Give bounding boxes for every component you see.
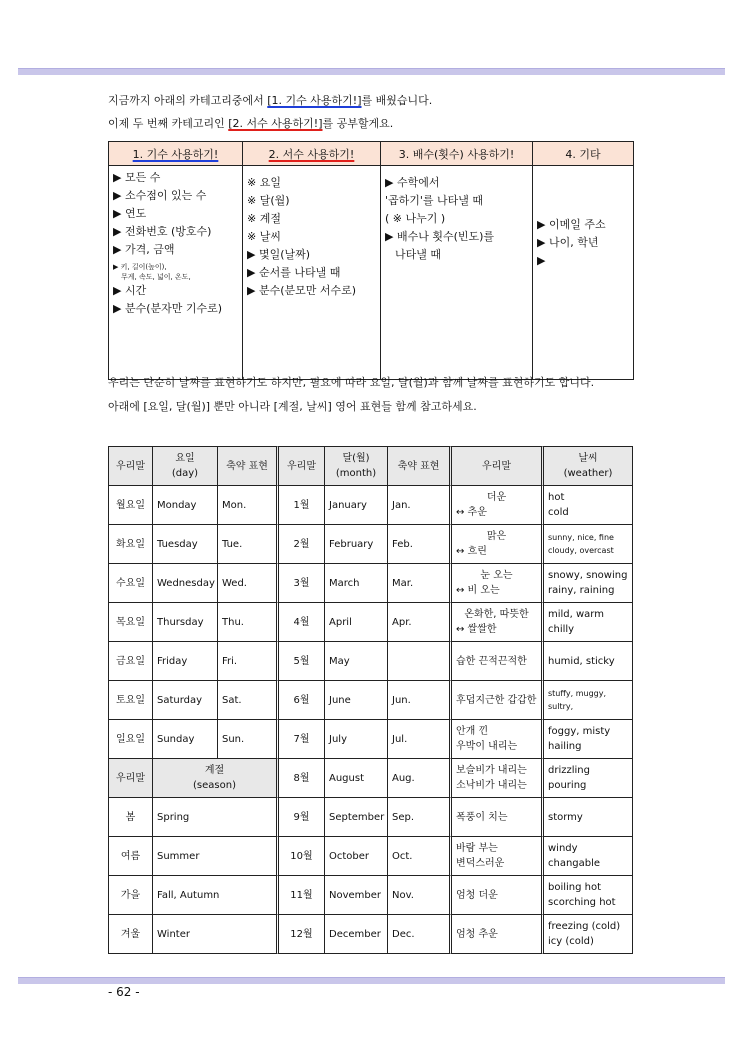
weather-korean: 온화한, 따뜻한 ↔ 쌀쌀한 <box>452 603 544 642</box>
month-korean: 9월 <box>279 798 325 837</box>
day-abbr: Sat. <box>218 681 279 720</box>
top-divider <box>18 68 725 75</box>
season-english: Fall, Autumn <box>153 876 279 915</box>
category-header-2: 2. 서수 사용하기! <box>243 142 381 166</box>
month-english: April <box>325 603 388 642</box>
day-korean: 토요일 <box>108 681 153 720</box>
weather-korean: 습한 끈적끈적한 <box>452 642 544 681</box>
explanation-line-1: 우리는 단순히 날짜를 표현하기도 하지만, 필요에 따라 요일, 달(월)과 함께 날짜를 표현하기도 합니다. <box>108 376 595 389</box>
weather-english: hot cold <box>544 486 633 525</box>
month-abbr: Dec. <box>388 915 452 954</box>
header-abbr-2: 축약 표현 <box>388 446 452 486</box>
day-english: Saturday <box>153 681 218 720</box>
season-korean: 봄 <box>108 798 153 837</box>
day-korean: 금요일 <box>108 642 153 681</box>
table-row <box>108 915 633 954</box>
bottom-divider <box>18 977 725 984</box>
weather-korean: 눈 오는 ↔ 비 오는 <box>452 564 544 603</box>
month-abbr: Feb. <box>388 525 452 564</box>
month-korean: 12월 <box>279 915 325 954</box>
header-month: 달(월) (month) <box>325 446 388 486</box>
day-abbr: Tue. <box>218 525 279 564</box>
table-row <box>108 837 633 876</box>
month-korean: 1월 <box>279 486 325 525</box>
season-header-korean: 우리말 <box>108 759 153 798</box>
weather-english: sunny, nice, fine cloudy, overcast <box>544 525 633 564</box>
weather-korean: 후덥지근한 갑갑한 <box>452 681 544 720</box>
day-abbr: Mon. <box>218 486 279 525</box>
month-korean: 10월 <box>279 837 325 876</box>
month-abbr: Jan. <box>388 486 452 525</box>
month-abbr: Mar. <box>388 564 452 603</box>
weather-korean: 더운 ↔ 추운 <box>452 486 544 525</box>
day-english: Monday <box>153 486 218 525</box>
month-abbr: Nov. <box>388 876 452 915</box>
month-abbr: Sep. <box>388 798 452 837</box>
month-english: January <box>325 486 388 525</box>
month-korean: 3월 <box>279 564 325 603</box>
weather-english: humid, sticky <box>544 642 633 681</box>
category-1-link: [1. 기수 사용하기!] <box>267 94 362 107</box>
season-korean: 겨울 <box>108 915 153 954</box>
intro-text: 를 공부할게요. <box>322 117 394 130</box>
intro-text: 이제 두 번째 카테고리인 <box>108 117 229 130</box>
table-row <box>108 681 633 720</box>
table-row <box>108 759 633 798</box>
month-english: February <box>325 525 388 564</box>
weather-korean: 보슬비가 내리는 소낙비가 내리는 <box>452 759 544 798</box>
month-abbr: Oct. <box>388 837 452 876</box>
weather-english: boiling hot scorching hot <box>544 876 633 915</box>
weather-korean: 엄청 추운 <box>452 915 544 954</box>
weather-korean: 엄청 더운 <box>452 876 544 915</box>
month-english: July <box>325 720 388 759</box>
month-english: December <box>325 915 388 954</box>
month-korean: 6월 <box>279 681 325 720</box>
intro-line-1 <box>108 92 432 108</box>
weather-english: drizzling pouring <box>544 759 633 798</box>
category-2-link: [2. 서수 사용하기!] <box>228 117 323 130</box>
table-row <box>108 720 633 759</box>
month-korean: 8월 <box>279 759 325 798</box>
month-english: August <box>325 759 388 798</box>
day-abbr: Thu. <box>218 603 279 642</box>
table-row <box>108 603 633 642</box>
month-abbr: Aug. <box>388 759 452 798</box>
category-header-3: 3. 배수(횟수) 사용하기! <box>381 142 533 166</box>
season-english: Winter <box>153 915 279 954</box>
table-row <box>108 876 633 915</box>
category-col-2: ※ 요일 ※ 달(월) ※ 계절 ※ 날씨 ▶ 몇일(날짜) ▶ 순서를 나타낼 때 ▶ 분수(분모만 서수로) <box>243 166 381 380</box>
day-english: Tuesday <box>153 525 218 564</box>
day-abbr: Sun. <box>218 720 279 759</box>
month-english: June <box>325 681 388 720</box>
category-table <box>108 141 634 380</box>
category-col-1: ▶ 모든 수 ▶ 소수점이 있는 수 ▶ 연도 ▶ 전화번호 (방호수) ▶ 가격, 금액 ▶ 키, 길이(높이), 무게, 속도, 넓이, 온도, ▶ 시간 ▶ 분수(분자만 기수로) <box>109 166 243 380</box>
month-korean: 5월 <box>279 642 325 681</box>
weather-english: windy changable <box>544 837 633 876</box>
weather-korean: 바람 부는 변덕스러운 <box>452 837 544 876</box>
season-header: 계절 (season) <box>153 759 279 798</box>
header-weather: 날씨 (weather) <box>544 446 633 486</box>
day-english: Friday <box>153 642 218 681</box>
day-korean: 수요일 <box>108 564 153 603</box>
weather-english: stormy <box>544 798 633 837</box>
day-english: Thursday <box>153 603 218 642</box>
weather-english: freezing (cold) icy (cold) <box>544 915 633 954</box>
day-english: Wednesday <box>153 564 218 603</box>
day-english: Sunday <box>153 720 218 759</box>
day-korean: 월요일 <box>108 486 153 525</box>
table-row <box>108 525 633 564</box>
table-row <box>108 486 633 525</box>
page-number: - 62 - <box>108 985 140 999</box>
month-english: October <box>325 837 388 876</box>
header-day: 요일 (day) <box>153 446 218 486</box>
month-abbr <box>388 642 452 681</box>
day-korean: 화요일 <box>108 525 153 564</box>
weather-english: foggy, misty hailing <box>544 720 633 759</box>
day-korean: 목요일 <box>108 603 153 642</box>
intro-text: 를 배웠습니다. <box>361 94 433 107</box>
weather-korean: 폭풍이 치는 <box>452 798 544 837</box>
month-english: November <box>325 876 388 915</box>
header-abbr: 축약 표현 <box>218 446 279 486</box>
month-abbr: Jul. <box>388 720 452 759</box>
weather-english: stuffy, muggy, sultry, <box>544 681 633 720</box>
header-korean-2: 우리말 <box>279 446 325 486</box>
day-korean: 일요일 <box>108 720 153 759</box>
month-korean: 4월 <box>279 603 325 642</box>
month-korean: 11월 <box>279 876 325 915</box>
month-korean: 2월 <box>279 525 325 564</box>
category-col-4: ▶ 이메일 주소 ▶ 나이, 학년 ▶ <box>533 166 634 380</box>
day-abbr: Fri. <box>218 642 279 681</box>
weather-english: mild, warm chilly <box>544 603 633 642</box>
day-abbr: Wed. <box>218 564 279 603</box>
table-row <box>108 642 633 681</box>
table-row <box>108 798 633 837</box>
table-row <box>108 564 633 603</box>
weather-english: snowy, snowing rainy, raining <box>544 564 633 603</box>
explanation-line-2: 아래에 [요일, 달(월)] 뿐만 아니라 [계절, 날씨] 영어 표현들 함께 참고하세요. <box>108 400 477 413</box>
intro-text: 지금까지 아래의 카테고리중에서 <box>108 94 268 107</box>
month-english: March <box>325 564 388 603</box>
weather-korean: 안개 낀 우박이 내리는 <box>452 720 544 759</box>
month-abbr: Apr. <box>388 603 452 642</box>
category-header-4: 4. 기타 <box>533 142 634 166</box>
month-abbr: Jun. <box>388 681 452 720</box>
category-col-3: ▶ 수학에서 '곱하기'를 나타낼 때 ( ※ 나누기 ) ▶ 배수나 횟수(빈도)를 나타낼 때 <box>381 166 533 380</box>
season-korean: 가을 <box>108 876 153 915</box>
month-korean: 7월 <box>279 720 325 759</box>
month-english: May <box>325 642 388 681</box>
season-english: Spring <box>153 798 279 837</box>
intro-line-2 <box>108 115 393 131</box>
vocab-table <box>108 446 633 954</box>
vocab-header-row <box>108 446 633 486</box>
season-english: Summer <box>153 837 279 876</box>
month-english: September <box>325 798 388 837</box>
header-korean: 우리말 <box>108 446 153 486</box>
category-header-1: 1. 기수 사용하기! <box>109 142 243 166</box>
weather-korean: 맑은 ↔ 흐린 <box>452 525 544 564</box>
season-korean: 여름 <box>108 837 153 876</box>
header-korean-3: 우리말 <box>452 446 544 486</box>
